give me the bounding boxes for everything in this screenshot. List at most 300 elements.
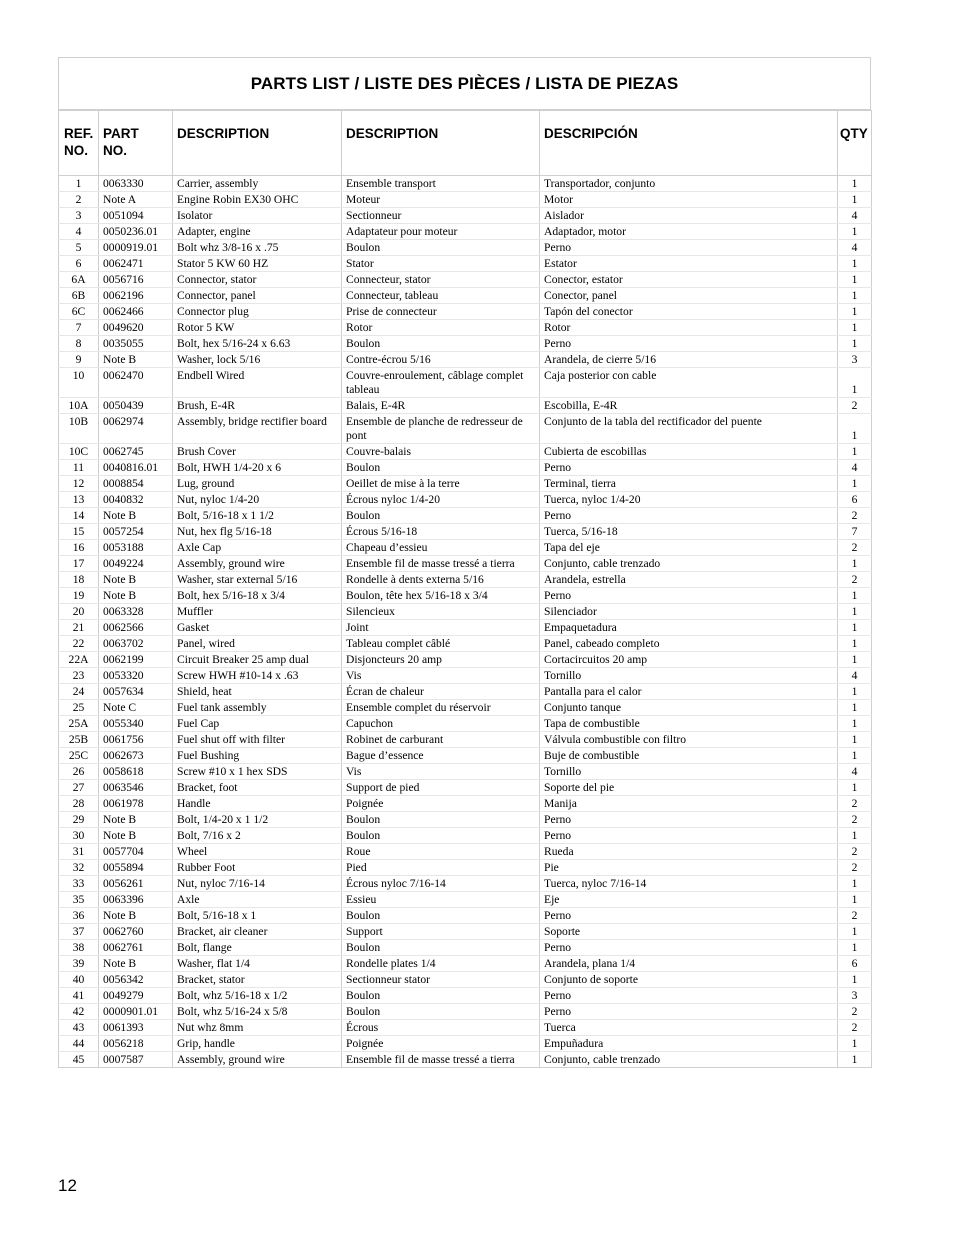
table-row: [59, 272, 872, 288]
cell-ref-no: 44: [59, 1036, 99, 1052]
cell-description-en: Assembly, ground wire: [173, 1052, 342, 1068]
cell-part-no: 0063546: [99, 780, 173, 796]
cell-description-es: Silenciador: [540, 604, 838, 620]
cell-ref-no: 11: [59, 460, 99, 476]
cell-part-no: 0062466: [99, 304, 173, 320]
table-row: [59, 604, 872, 620]
cell-description-fr: Ensemble complet du réservoir: [342, 700, 540, 716]
cell-description-es: Pantalla para el calor: [540, 684, 838, 700]
cell-description-en: Bolt, hex 5/16-18 x 3/4: [173, 588, 342, 604]
cell-part-no: 0063396: [99, 892, 173, 908]
cell-part-no: 0063330: [99, 176, 173, 192]
table-row: [59, 508, 872, 524]
cell-description-en: Assembly, ground wire: [173, 556, 342, 572]
cell-description-en: Fuel Cap: [173, 716, 342, 732]
cell-description-fr: Adaptateur pour moteur: [342, 224, 540, 240]
cell-description-es: Conjunto tanque: [540, 700, 838, 716]
cell-part-no: 0056342: [99, 972, 173, 988]
cell-description-es: Tuerca, nyloc 7/16-14: [540, 876, 838, 892]
cell-description-es: Rueda: [540, 844, 838, 860]
cell-part-no: 0062470: [99, 368, 173, 398]
cell-description-es: Conjunto, cable trenzado: [540, 1052, 838, 1068]
cell-qty: 1: [838, 556, 872, 572]
cell-part-no: 0040816.01: [99, 460, 173, 476]
cell-qty: 6: [838, 956, 872, 972]
cell-qty: 1: [838, 256, 872, 272]
cell-part-no: 0049620: [99, 320, 173, 336]
cell-part-no: 0035055: [99, 336, 173, 352]
table-row: [59, 860, 872, 876]
cell-description-fr: Contre-écrou 5/16: [342, 352, 540, 368]
cell-ref-no: 35: [59, 892, 99, 908]
cell-part-no: 0062566: [99, 620, 173, 636]
cell-description-en: Adapter, engine: [173, 224, 342, 240]
cell-description-fr: Boulon: [342, 828, 540, 844]
cell-description-fr: Silencieux: [342, 604, 540, 620]
cell-part-no: 0000919.01: [99, 240, 173, 256]
table-row: [59, 176, 872, 192]
cell-description-es: Tuerca: [540, 1020, 838, 1036]
cell-qty: 2: [838, 398, 872, 414]
cell-description-fr: Boulon: [342, 988, 540, 1004]
cell-description-es: Caja posterior con cable: [540, 368, 838, 398]
cell-description-es: Conector, panel: [540, 288, 838, 304]
cell-description-es: Motor: [540, 192, 838, 208]
cell-description-en: Isolator: [173, 208, 342, 224]
cell-description-en: Panel, wired: [173, 636, 342, 652]
page-number: 12: [58, 1176, 77, 1195]
cell-part-no: 0053320: [99, 668, 173, 684]
cell-description-en: Wheel: [173, 844, 342, 860]
cell-description-fr: Chapeau d’essieu: [342, 540, 540, 556]
cell-description-en: Nut, hex flg 5/16-18: [173, 524, 342, 540]
cell-qty: 1: [838, 636, 872, 652]
cell-description-fr: Couvre-enroulement, câblage complet tableau: [342, 368, 540, 398]
cell-description-en: Grip, handle: [173, 1036, 342, 1052]
cell-part-no: 0063702: [99, 636, 173, 652]
cell-description-es: Rotor: [540, 320, 838, 336]
cell-qty: 1: [838, 368, 872, 398]
cell-description-en: Stator 5 KW 60 HZ: [173, 256, 342, 272]
cell-ref-no: 25: [59, 700, 99, 716]
table-row: [59, 700, 872, 716]
cell-part-no: 0000901.01: [99, 1004, 173, 1020]
cell-part-no: 0061393: [99, 1020, 173, 1036]
cell-ref-no: 10A: [59, 398, 99, 414]
table-row: [59, 780, 872, 796]
table-row: [59, 924, 872, 940]
cell-description-es: Tuerca, nyloc 1/4-20: [540, 492, 838, 508]
cell-description-fr: Robinet de carburant: [342, 732, 540, 748]
cell-description-en: Bracket, stator: [173, 972, 342, 988]
cell-description-en: Carrier, assembly: [173, 176, 342, 192]
cell-ref-no: 32: [59, 860, 99, 876]
table-row: [59, 192, 872, 208]
cell-part-no: 0062974: [99, 414, 173, 444]
table-row: [59, 556, 872, 572]
cell-ref-no: 6C: [59, 304, 99, 320]
cell-description-en: Bolt, 7/16 x 2: [173, 828, 342, 844]
cell-part-no: Note B: [99, 352, 173, 368]
cell-ref-no: 37: [59, 924, 99, 940]
cell-qty: 1: [838, 1052, 872, 1068]
cell-description-es: Transportador, conjunto: [540, 176, 838, 192]
cell-description-fr: Bague d’essence: [342, 748, 540, 764]
cell-description-es: Cubierta de escobillas: [540, 444, 838, 460]
cell-description-es: Tapa de combustible: [540, 716, 838, 732]
cell-qty: 1: [838, 1036, 872, 1052]
cell-qty: 1: [838, 652, 872, 668]
cell-description-fr: Support de pied: [342, 780, 540, 796]
cell-description-fr: Poignée: [342, 1036, 540, 1052]
cell-ref-no: 10C: [59, 444, 99, 460]
cell-part-no: 0008854: [99, 476, 173, 492]
cell-description-es: Perno: [540, 1004, 838, 1020]
table-row: [59, 732, 872, 748]
cell-ref-no: 9: [59, 352, 99, 368]
cell-description-en: Shield, heat: [173, 684, 342, 700]
table-row: [59, 796, 872, 812]
cell-description-en: Connector, stator: [173, 272, 342, 288]
cell-ref-no: 33: [59, 876, 99, 892]
cell-description-es: Perno: [540, 588, 838, 604]
cell-description-es: Perno: [540, 828, 838, 844]
table-row: [59, 476, 872, 492]
page-title: PARTS LIST / LISTE DES PIÈCES / LISTA DE PIEZAS: [250, 73, 679, 93]
cell-description-es: Arandela, plana 1/4: [540, 956, 838, 972]
cell-description-fr: Ensemble fil de masse tressé a tierra: [342, 556, 540, 572]
cell-description-fr: Stator: [342, 256, 540, 272]
cell-qty: 1: [838, 604, 872, 620]
cell-description-es: Conjunto de soporte: [540, 972, 838, 988]
cell-description-es: Estator: [540, 256, 838, 272]
cell-ref-no: 29: [59, 812, 99, 828]
cell-ref-no: 17: [59, 556, 99, 572]
table-row: [59, 716, 872, 732]
cell-description-es: Arandela, estrella: [540, 572, 838, 588]
cell-qty: 1: [838, 336, 872, 352]
table-row: [59, 460, 872, 476]
table-row: [59, 540, 872, 556]
cell-description-es: Tapa del eje: [540, 540, 838, 556]
table-row: [59, 684, 872, 700]
table-row: [59, 1004, 872, 1020]
cell-ref-no: 22: [59, 636, 99, 652]
table-row: [59, 908, 872, 924]
cell-ref-no: 18: [59, 572, 99, 588]
table-row: [59, 1052, 872, 1068]
cell-description-fr: Boulon: [342, 508, 540, 524]
cell-part-no: 0062745: [99, 444, 173, 460]
cell-qty: 2: [838, 908, 872, 924]
table-row: [59, 336, 872, 352]
cell-ref-no: 10: [59, 368, 99, 398]
table-row: [59, 844, 872, 860]
cell-description-fr: Couvre-balais: [342, 444, 540, 460]
cell-description-fr: Boulon, tête hex 5/16-18 x 3/4: [342, 588, 540, 604]
cell-description-en: Fuel shut off with filter: [173, 732, 342, 748]
cell-ref-no: 3: [59, 208, 99, 224]
cell-description-en: Bracket, foot: [173, 780, 342, 796]
cell-description-en: Bolt, 1/4-20 x 1 1/2: [173, 812, 342, 828]
cell-qty: 2: [838, 1020, 872, 1036]
cell-part-no: 0055340: [99, 716, 173, 732]
cell-description-es: Arandela, de cierre 5/16: [540, 352, 838, 368]
cell-description-en: Bolt, whz 5/16-24 x 5/8: [173, 1004, 342, 1020]
cell-description-fr: Écrous: [342, 1020, 540, 1036]
cell-part-no: Note B: [99, 956, 173, 972]
cell-qty: 1: [838, 620, 872, 636]
cell-part-no: 0062196: [99, 288, 173, 304]
cell-description-es: Soporte: [540, 924, 838, 940]
title-row: [58, 58, 871, 110]
cell-description-es: Cortacircuitos 20 amp: [540, 652, 838, 668]
cell-description-fr: Boulon: [342, 460, 540, 476]
cell-qty: 4: [838, 240, 872, 256]
cell-qty: 1: [838, 176, 872, 192]
cell-ref-no: 43: [59, 1020, 99, 1036]
cell-description-en: Washer, flat 1/4: [173, 956, 342, 972]
table-row: [59, 572, 872, 588]
cell-ref-no: 27: [59, 780, 99, 796]
cell-part-no: Note B: [99, 508, 173, 524]
cell-qty: 1: [838, 828, 872, 844]
table-row: [59, 956, 872, 972]
table-row: [59, 304, 872, 320]
table-row: [59, 828, 872, 844]
cell-part-no: 0063328: [99, 604, 173, 620]
cell-description-fr: Boulon: [342, 240, 540, 256]
cell-description-es: Perno: [540, 908, 838, 924]
cell-description-fr: Moteur: [342, 192, 540, 208]
cell-ref-no: 4: [59, 224, 99, 240]
header-qty: QTY: [838, 111, 872, 176]
cell-description-en: Bolt whz 3/8-16 x .75: [173, 240, 342, 256]
cell-description-en: Axle Cap: [173, 540, 342, 556]
cell-description-en: Engine Robin EX30 OHC: [173, 192, 342, 208]
cell-description-fr: Ensemble fil de masse tressé a tierra: [342, 1052, 540, 1068]
cell-part-no: 0057634: [99, 684, 173, 700]
cell-description-es: Conjunto, cable trenzado: [540, 556, 838, 572]
cell-description-en: Nut, nyloc 7/16-14: [173, 876, 342, 892]
cell-part-no: Note B: [99, 572, 173, 588]
table-row: [59, 940, 872, 956]
cell-ref-no: 6B: [59, 288, 99, 304]
cell-qty: 6: [838, 492, 872, 508]
cell-description-es: Perno: [540, 508, 838, 524]
cell-qty: 4: [838, 460, 872, 476]
cell-description-en: Screw HWH #10-14 x .63: [173, 668, 342, 684]
cell-ref-no: 25A: [59, 716, 99, 732]
cell-description-fr: Joint: [342, 620, 540, 636]
cell-description-es: Soporte del pie: [540, 780, 838, 796]
cell-description-en: Washer, lock 5/16: [173, 352, 342, 368]
cell-part-no: 0040832: [99, 492, 173, 508]
cell-description-en: Bracket, air cleaner: [173, 924, 342, 940]
cell-part-no: 0056716: [99, 272, 173, 288]
cell-description-en: Connector, panel: [173, 288, 342, 304]
cell-ref-no: 25B: [59, 732, 99, 748]
cell-ref-no: 16: [59, 540, 99, 556]
cell-qty: 2: [838, 508, 872, 524]
table-row: [59, 668, 872, 684]
cell-description-en: Washer, star external 5/16: [173, 572, 342, 588]
cell-description-en: Rotor 5 KW: [173, 320, 342, 336]
cell-description-fr: Disjoncteurs 20 amp: [342, 652, 540, 668]
cell-qty: 1: [838, 972, 872, 988]
cell-qty: 2: [838, 1004, 872, 1020]
cell-qty: 1: [838, 414, 872, 444]
cell-qty: 2: [838, 844, 872, 860]
cell-description-en: Axle: [173, 892, 342, 908]
cell-description-es: Panel, cabeado completo: [540, 636, 838, 652]
cell-part-no: Note C: [99, 700, 173, 716]
cell-description-fr: Écrous nyloc 1/4-20: [342, 492, 540, 508]
cell-part-no: 0056261: [99, 876, 173, 892]
cell-qty: 1: [838, 876, 872, 892]
cell-description-fr: Connecteur, stator: [342, 272, 540, 288]
cell-description-fr: Écran de chaleur: [342, 684, 540, 700]
table-row: [59, 1020, 872, 1036]
cell-description-en: Endbell Wired: [173, 368, 342, 398]
table-row: [59, 764, 872, 780]
cell-description-es: Empuñadura: [540, 1036, 838, 1052]
table-row: [59, 414, 872, 444]
cell-description-en: Brush Cover: [173, 444, 342, 460]
cell-description-en: Fuel Bushing: [173, 748, 342, 764]
cell-part-no: 0049224: [99, 556, 173, 572]
cell-ref-no: 39: [59, 956, 99, 972]
table-row: [59, 320, 872, 336]
cell-description-fr: Capuchon: [342, 716, 540, 732]
cell-part-no: 0062199: [99, 652, 173, 668]
cell-part-no: 0055894: [99, 860, 173, 876]
header-description-en: DESCRIPTION: [173, 111, 342, 176]
cell-description-fr: Poignée: [342, 796, 540, 812]
cell-description-fr: Connecteur, tableau: [342, 288, 540, 304]
cell-ref-no: 38: [59, 940, 99, 956]
cell-ref-no: 6: [59, 256, 99, 272]
cell-description-fr: Boulon: [342, 336, 540, 352]
cell-ref-no: 24: [59, 684, 99, 700]
cell-part-no: Note B: [99, 908, 173, 924]
cell-description-fr: Essieu: [342, 892, 540, 908]
parts-list-frame: [58, 57, 871, 1068]
cell-description-en: Connector plug: [173, 304, 342, 320]
table-row: [59, 524, 872, 540]
cell-qty: 2: [838, 540, 872, 556]
cell-description-en: Bolt, whz 5/16-18 x 1/2: [173, 988, 342, 1004]
cell-description-en: Gasket: [173, 620, 342, 636]
cell-description-es: Tuerca, 5/16-18: [540, 524, 838, 540]
cell-part-no: 0062673: [99, 748, 173, 764]
cell-qty: 2: [838, 796, 872, 812]
cell-description-es: Buje de combustible: [540, 748, 838, 764]
cell-description-es: Empaquetadura: [540, 620, 838, 636]
cell-description-es: Escobilla, E-4R: [540, 398, 838, 414]
table-row: [59, 812, 872, 828]
cell-qty: 1: [838, 940, 872, 956]
cell-qty: 1: [838, 288, 872, 304]
cell-description-es: Adaptador, motor: [540, 224, 838, 240]
cell-part-no: 0062471: [99, 256, 173, 272]
cell-description-en: Muffler: [173, 604, 342, 620]
cell-ref-no: 6A: [59, 272, 99, 288]
cell-description-fr: Boulon: [342, 812, 540, 828]
cell-description-es: Tornillo: [540, 764, 838, 780]
cell-ref-no: 14: [59, 508, 99, 524]
cell-qty: 1: [838, 476, 872, 492]
cell-description-fr: Prise de connecteur: [342, 304, 540, 320]
cell-part-no: Note B: [99, 812, 173, 828]
cell-description-fr: Ensemble de planche de redresseur de pont: [342, 414, 540, 444]
table-row: [59, 208, 872, 224]
cell-part-no: 0062761: [99, 940, 173, 956]
cell-description-fr: Vis: [342, 668, 540, 684]
cell-qty: 1: [838, 588, 872, 604]
cell-ref-no: 36: [59, 908, 99, 924]
cell-part-no: 0007587: [99, 1052, 173, 1068]
cell-description-en: Nut whz 8mm: [173, 1020, 342, 1036]
cell-description-fr: Pied: [342, 860, 540, 876]
cell-description-fr: Rotor: [342, 320, 540, 336]
header-ref-no: REF. NO.: [59, 111, 99, 176]
cell-ref-no: 45: [59, 1052, 99, 1068]
cell-part-no: 0051094: [99, 208, 173, 224]
cell-ref-no: 42: [59, 1004, 99, 1020]
table-row: [59, 636, 872, 652]
cell-description-fr: Boulon: [342, 940, 540, 956]
cell-description-fr: Boulon: [342, 908, 540, 924]
cell-qty: 1: [838, 716, 872, 732]
cell-description-fr: Roue: [342, 844, 540, 860]
cell-description-en: Screw #10 x 1 hex SDS: [173, 764, 342, 780]
cell-ref-no: 1: [59, 176, 99, 192]
cell-part-no: 0050236.01: [99, 224, 173, 240]
cell-qty: 1: [838, 444, 872, 460]
cell-description-en: Circuit Breaker 25 amp dual: [173, 652, 342, 668]
cell-part-no: 0058618: [99, 764, 173, 780]
cell-description-fr: Support: [342, 924, 540, 940]
cell-description-es: Pie: [540, 860, 838, 876]
cell-description-en: Bolt, HWH 1/4-20 x 6: [173, 460, 342, 476]
cell-description-fr: Balais, E-4R: [342, 398, 540, 414]
table-row: [59, 652, 872, 668]
cell-qty: 1: [838, 924, 872, 940]
parts-table: [58, 110, 872, 1068]
cell-description-en: Bolt, hex 5/16-24 x 6.63: [173, 336, 342, 352]
cell-qty: 1: [838, 320, 872, 336]
table-row: [59, 1036, 872, 1052]
header-row: [59, 111, 872, 176]
cell-ref-no: 13: [59, 492, 99, 508]
cell-part-no: 0061978: [99, 796, 173, 812]
cell-qty: 3: [838, 988, 872, 1004]
cell-part-no: 0049279: [99, 988, 173, 1004]
cell-description-es: Terminal, tierra: [540, 476, 838, 492]
cell-qty: 1: [838, 892, 872, 908]
cell-qty: 1: [838, 732, 872, 748]
cell-qty: 1: [838, 304, 872, 320]
cell-part-no: 0053188: [99, 540, 173, 556]
cell-description-es: Perno: [540, 940, 838, 956]
cell-description-es: Perno: [540, 336, 838, 352]
cell-description-es: Eje: [540, 892, 838, 908]
cell-description-en: Fuel tank assembly: [173, 700, 342, 716]
cell-part-no: Note B: [99, 828, 173, 844]
cell-description-fr: Vis: [342, 764, 540, 780]
cell-ref-no: 23: [59, 668, 99, 684]
